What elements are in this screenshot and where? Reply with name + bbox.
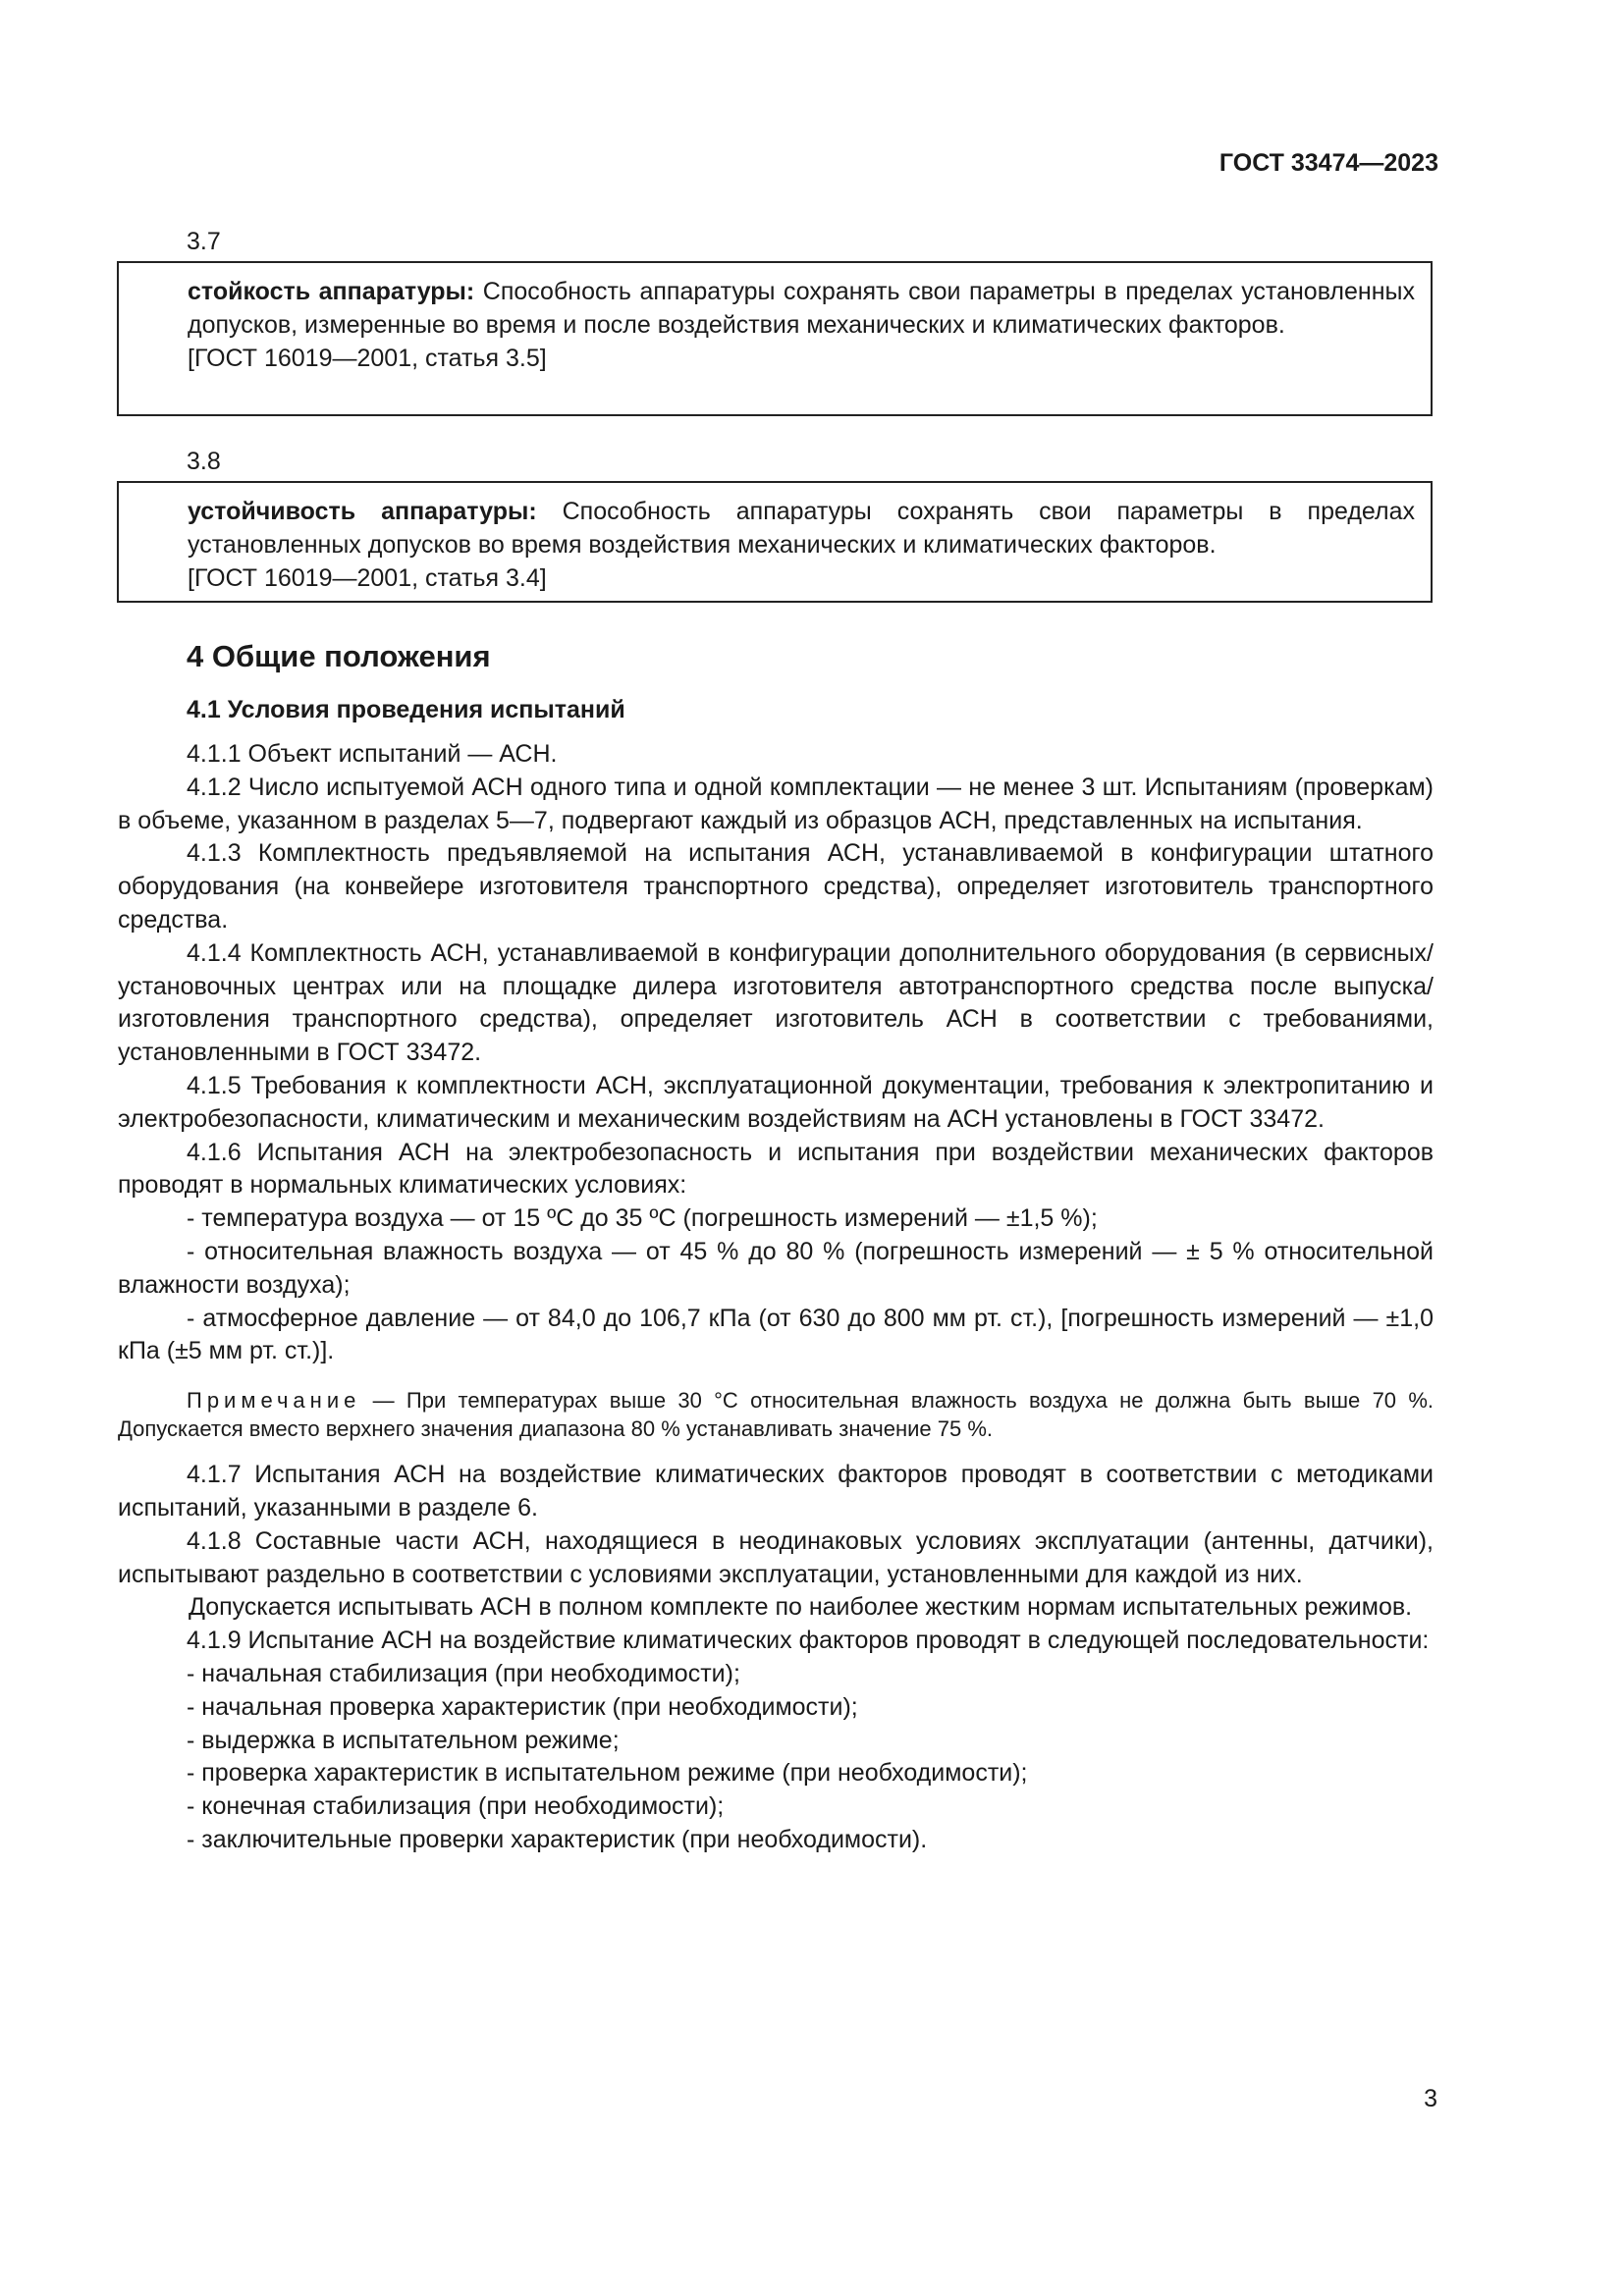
list-item: - начальная стабилизация (при необходимости); bbox=[187, 1659, 740, 1687]
list-item: - относительная влажность воздуха — от 45 % до 80 % (погрешность измерений — ± 5 % относительной влажности воздуха); bbox=[118, 1237, 1434, 1299]
paragraph-4-1-6: 4.1.6 Испытания АСН на электробезопасность и испытания при воздействии механических факторов проводят в нормальных климатических условиях: bbox=[118, 1138, 1434, 1200]
list-item: - выдержка в испытательном режиме; bbox=[187, 1726, 620, 1754]
subsection-heading: 4.1 Условия проведения испытаний bbox=[187, 696, 625, 723]
definition-reference: [ГОСТ 16019—2001, статья 3.5] bbox=[188, 345, 547, 372]
note bbox=[118, 1386, 1434, 1443]
definition-term: устойчивость аппаратуры: bbox=[188, 498, 537, 525]
definition-text: Способность аппаратуры сохранять свои параметры в пределах установленных допусков во время воздействия механических и климатических факторов. bbox=[188, 498, 1415, 559]
list-item: - начальная проверка характеристик (при необходимости); bbox=[187, 1692, 858, 1721]
definition-term: стойкость аппаратуры: bbox=[188, 278, 475, 305]
paragraph-4-1-4: 4.1.4 Комплектность АСН, устанавливаемой в конфигурации дополнительного оборудования (в сервисных/установочных центрах или на площадке дилера изготовителя автотранспортного средства после выпуска/изготовления транспортного средства), определяет изготовитель АСН в соответствии с требованиями, установленными в ГОСТ 33472. bbox=[118, 938, 1434, 1067]
note-label: Примечание bbox=[187, 1388, 361, 1414]
definition-text: Способность аппаратуры сохранять свои параметры в пределах установленных допусков, измеренные во время и после воздействия механических и климатических факторов. bbox=[188, 278, 1415, 339]
paragraph-4-1-5: 4.1.5 Требования к комплектности АСН, эксплуатационной документации, требования к электропитанию и электробезопасности, климатическим и механическим воздействиям на АСН установлены в ГОСТ 33472. bbox=[118, 1071, 1434, 1133]
paragraph-4-1-7: 4.1.7 Испытания АСН на воздействие климатических факторов проводят в соответствии с методиками испытаний, указанными в разделе 6. bbox=[118, 1461, 1434, 1522]
paragraph-4-1-8-continued: Допускается испытывать АСН в полном комплекте по наиболее жестким нормам испытательных режимов. bbox=[189, 1593, 1413, 1622]
list-item: - атмосферное давление — от 84,0 до 106,7 кПа (от 630 до 800 мм рт. ст.), [погрешность измерений — ±1,0 кПа (±5 мм рт. ст.)]. bbox=[118, 1304, 1434, 1365]
list-item: - конечная стабилизация (при необходимости); bbox=[187, 1792, 725, 1821]
section-heading: 4 Общие положения bbox=[187, 639, 491, 673]
list-item: - температура воздуха — от 15 ºС до 35 ºС (погрешность измерений — ±1,5 %); bbox=[187, 1204, 1098, 1233]
clause-number-3-7: 3.7 bbox=[187, 228, 221, 255]
note-text: — При температурах выше 30 °С относительная влажность воздуха не должна быть выше 70 %. Допускается вместо верхнего значения диапазона 80 % устанавливать значение 75 %. bbox=[118, 1388, 1434, 1442]
paragraph-4-1-1: 4.1.1 Объект испытаний — АСН. bbox=[187, 740, 558, 768]
clause-number-3-8: 3.8 bbox=[187, 448, 221, 475]
paragraph-4-1-9: 4.1.9 Испытание АСН на воздействие климатических факторов проводят в следующей последовательности: bbox=[187, 1627, 1430, 1655]
list-item: - проверка характеристик в испытательном режиме (при необходимости); bbox=[187, 1759, 1028, 1788]
document-header: ГОСТ 33474—2023 bbox=[1218, 149, 1438, 177]
paragraph-4-1-2: 4.1.2 Число испытуемой АСН одного типа и одной комплектации — не менее 3 шт. Испытаниям (проверкам) в объеме, указанном в разделах 5—7, подвергают каждый из образцов АСН, представленных на испытания. bbox=[118, 773, 1434, 834]
definition-box-3-8 bbox=[117, 481, 1433, 603]
paragraph-4-1-8: 4.1.8 Составные части АСН, находящиеся в неодинаковых условиях эксплуатации (антенны, датчики), испытывают раздельно в соответствии с условиями эксплуатации, установленными для каждой из них. bbox=[118, 1526, 1434, 1588]
list-item: - заключительные проверки характеристик (при необходимости). bbox=[187, 1825, 928, 1853]
paragraph-4-1-3: 4.1.3 Комплектность предъявляемой на испытания АСН, устанавливаемой в конфигурации штатного оборудования (на конвейере изготовителя транспортного средства), определяет изготовитель транспортного средства. bbox=[118, 839, 1434, 934]
section-4-body bbox=[118, 634, 1434, 1857]
page-number: 3 bbox=[1424, 2085, 1437, 2112]
definition-reference: [ГОСТ 16019—2001, статья 3.4] bbox=[188, 564, 547, 592]
definition-box-3-7 bbox=[117, 261, 1433, 416]
